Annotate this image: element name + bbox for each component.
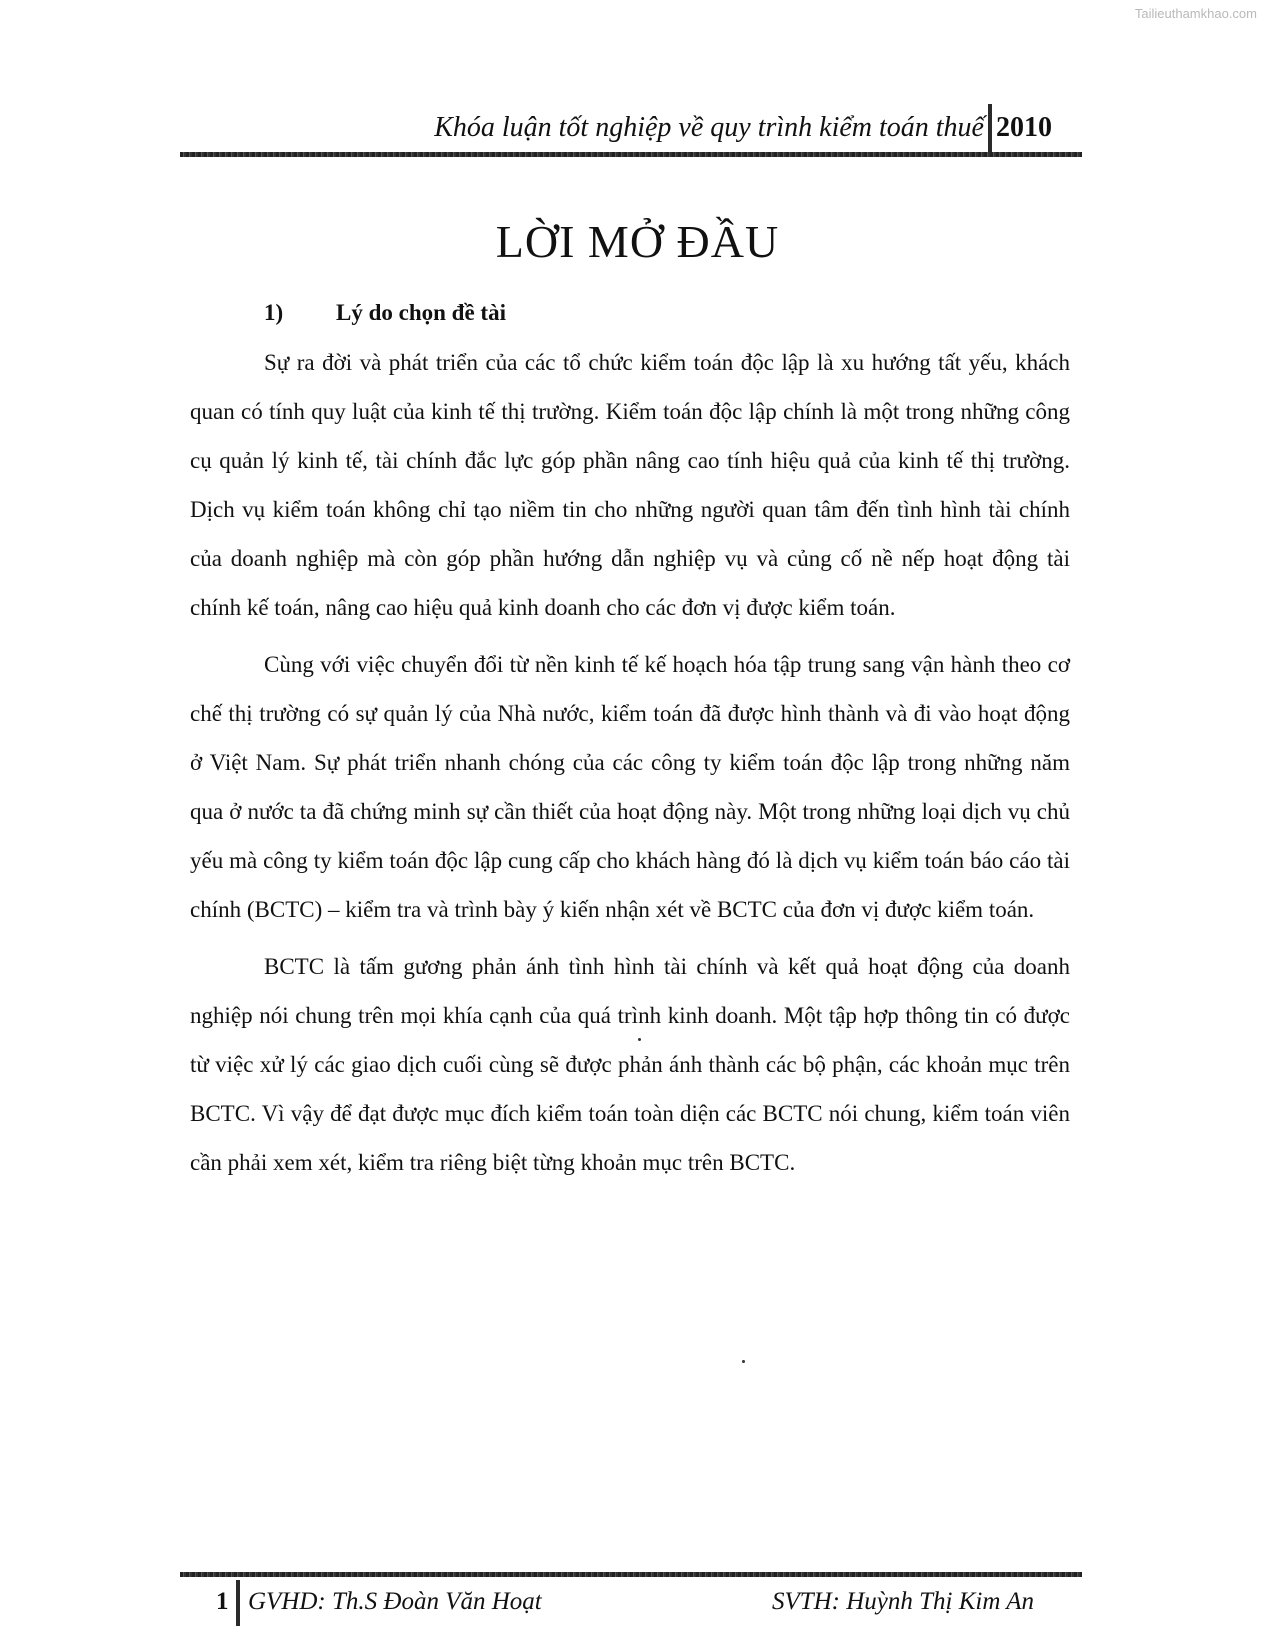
page-number: 1 [216, 1588, 229, 1615]
scan-speck [638, 1038, 641, 1041]
header-divider [988, 104, 992, 156]
section-title: Lý do chọn đề tài [336, 300, 506, 325]
page-footer [180, 1588, 1082, 1628]
body-text [190, 338, 1070, 1195]
footer-advisor: GVHD: Th.S Đoàn Văn Hoạt [248, 1588, 542, 1615]
section-heading [264, 300, 506, 326]
header-rule [180, 152, 1082, 157]
watermark: Tailieuthamkhao.com [1134, 6, 1257, 21]
header-year: 2010 [996, 112, 1052, 143]
header-title: Khóa luận tốt nghiệp về quy trình kiểm toán thuế [434, 112, 984, 143]
footer-student: SVTH: Huỳnh Thị Kim An [771, 1588, 1034, 1615]
section-number: 1) [264, 300, 284, 325]
scan-speck [742, 1360, 745, 1363]
footer-rule [180, 1572, 1082, 1577]
paragraph-3: BCTC là tấm gương phản ánh tình hình tài chính và kết quả hoạt động của doanh nghiệp nói chung trên mọi khía cạnh của quá trình kinh doanh. Một tập hợp thông tin có được từ việc xử lý các giao dịch cuối cùng sẽ được phản ánh thành các bộ phận, các khoản mục trên BCTC. Vì vậy để đạt được mục đích kiểm toán toàn diện các BCTC nói chung, kiểm toán viên cần phải xem xét, kiểm tra riêng biệt từng khoản mục trên BCTC. [190, 954, 1070, 1175]
page-header [180, 110, 1082, 154]
paragraph-2: Cùng với việc chuyển đổi từ nền kinh tế kế hoạch hóa tập trung sang vận hành theo cơ chế thị trường có sự quản lý của Nhà nước, kiểm toán đã được hình thành và đi vào hoạt động ở Việt Nam. Sự phát triển nhanh chóng của các công ty kiểm toán độc lập trong những năm qua ở nước ta đã chứng minh sự cần thiết của hoạt động này. Một trong những loại dịch vụ chủ yếu mà công ty kiểm toán độc lập cung cấp cho khách hàng đó là dịch vụ kiểm toán báo cáo tài chính (BCTC) – kiểm tra và trình bày ý kiến nhận xét về BCTC của đơn vị được kiểm toán. [190, 652, 1070, 922]
page-title: LỜI MỞ ĐẦU [495, 216, 780, 267]
footer-divider [236, 1580, 240, 1626]
paragraph-1: Sự ra đời và phát triển của các tổ chức kiểm toán độc lập là xu hướng tất yếu, khách quan có tính quy luật của kinh tế thị trường. Kiểm toán độc lập chính là một trong những công cụ quản lý kinh tế, tài chính đắc lực góp phần nâng cao tính hiệu quả của kinh tế thị trường. Dịch vụ kiểm toán không chỉ tạo niềm tin cho những người quan tâm đến tình hình tài chính của doanh nghiệp mà còn góp phần hướng dẫn nghiệp vụ và củng cố nề nếp hoạt động tài chính kế toán, nâng cao hiệu quả kinh doanh cho các đơn vị được kiểm toán. [190, 350, 1070, 620]
